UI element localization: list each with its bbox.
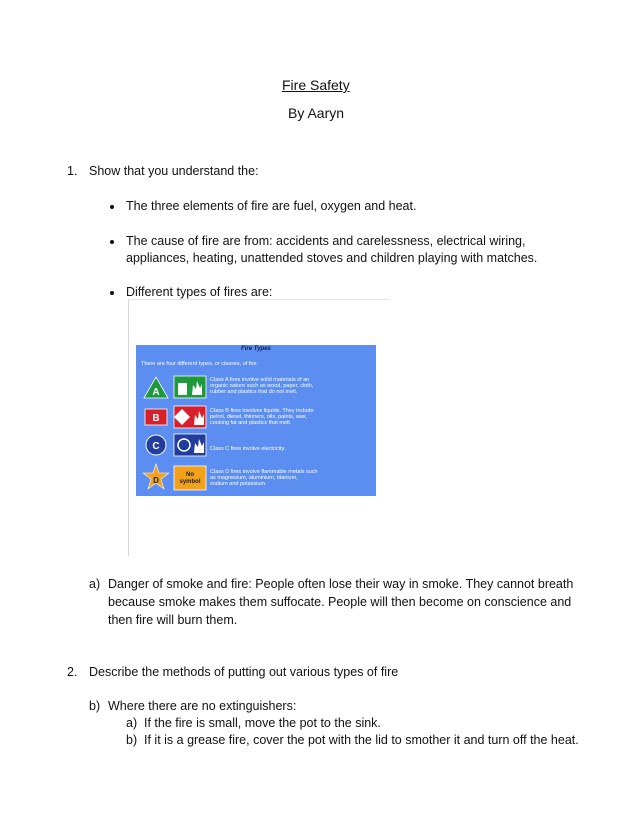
section-2-heading: Describe the methods of putting out various types of fire <box>89 665 399 679</box>
class-a-line-1: Class A fires involve solid materials of an <box>210 377 310 383</box>
class-d-no-label: No <box>186 472 194 478</box>
class-a-symbols <box>142 375 210 399</box>
figure-title: Fire Types <box>241 346 271 352</box>
bullet-1-text: The three elements of fire are fuel, oxygen and heat. <box>126 199 417 213</box>
figure-frame-top <box>128 299 390 300</box>
item-a-marker: a) <box>89 577 101 591</box>
sub-item-a-text: If the fire is small, move the pot to the sink. <box>144 716 381 730</box>
section-2-number: 2. <box>67 665 78 679</box>
class-d-line-3: sodium and potassium. <box>210 481 267 487</box>
section-1-number: 1. <box>67 164 78 178</box>
class-a-line-3: rubber and plastics that do not melt. <box>210 389 298 395</box>
document-title: Fire Safety <box>282 77 350 93</box>
class-d-letter: D <box>153 476 159 485</box>
class-c-line-1: Class C fires involve electricity. <box>210 446 286 452</box>
bullet-2-line-2: appliances, heating, unattended stoves and children playing with matches. <box>126 251 538 265</box>
class-a-letter: A <box>152 387 160 398</box>
sub-item-b-marker: b) <box>126 733 138 747</box>
class-b-line-1: Class B fires involves liquids. They include <box>210 408 314 414</box>
bullet-icon <box>110 240 114 244</box>
document-author: By Aaryn <box>288 105 345 121</box>
class-d-no-symbol-box <box>174 466 206 490</box>
sub-item-a-marker: a) <box>126 716 138 730</box>
bullet-2-line-1: The cause of fire are from: accidents and carelessness, electrical wiring, <box>126 234 526 248</box>
class-b-line-3: cooking fat and plastics that melt. <box>210 420 292 426</box>
item-a-line-1: Danger of smoke and fire: People often lose their way in smoke. They cannot breath <box>108 577 574 591</box>
class-c-letter: C <box>152 441 160 452</box>
class-c-symbols <box>142 433 210 457</box>
class-b-line-2: petrol, diesel, thinners, oils, paints, wax, <box>210 414 308 420</box>
item-a-line-3: then fire will burn them. <box>108 613 238 627</box>
class-b-symbols <box>142 405 210 429</box>
class-b-letter: B <box>152 413 160 424</box>
class-d-line-2: as magnesium, aluminium, titanium, <box>210 475 298 481</box>
fire-types-figure <box>136 345 376 496</box>
item-a-line-2: because smoke makes them suffocate. People will then become on conscience and <box>108 595 572 609</box>
bullet-icon <box>110 291 114 295</box>
bullet-icon <box>110 205 114 209</box>
sub-item-b-text: If it is a grease fire, cover the pot with the lid to smother it and turn off the heat. <box>144 733 579 747</box>
class-d-line-1: Class D fires involve flammable metals such <box>210 469 318 475</box>
figure-intro: There are four different types, or classes, of fire: <box>141 361 258 367</box>
class-d-symbol-label: symbol <box>179 479 201 485</box>
figure-frame-left <box>128 300 129 556</box>
section-1-heading: Show that you understand the: <box>89 164 259 178</box>
sub-b-text: Where there are no extinguishers: <box>108 699 297 713</box>
bullet-3-text: Different types of fires are: <box>126 285 273 299</box>
sub-b-marker: b) <box>89 699 101 713</box>
class-a-line-2: organic nature such as wood, paper, cloth, <box>210 383 314 389</box>
class-d-symbols <box>142 463 210 493</box>
